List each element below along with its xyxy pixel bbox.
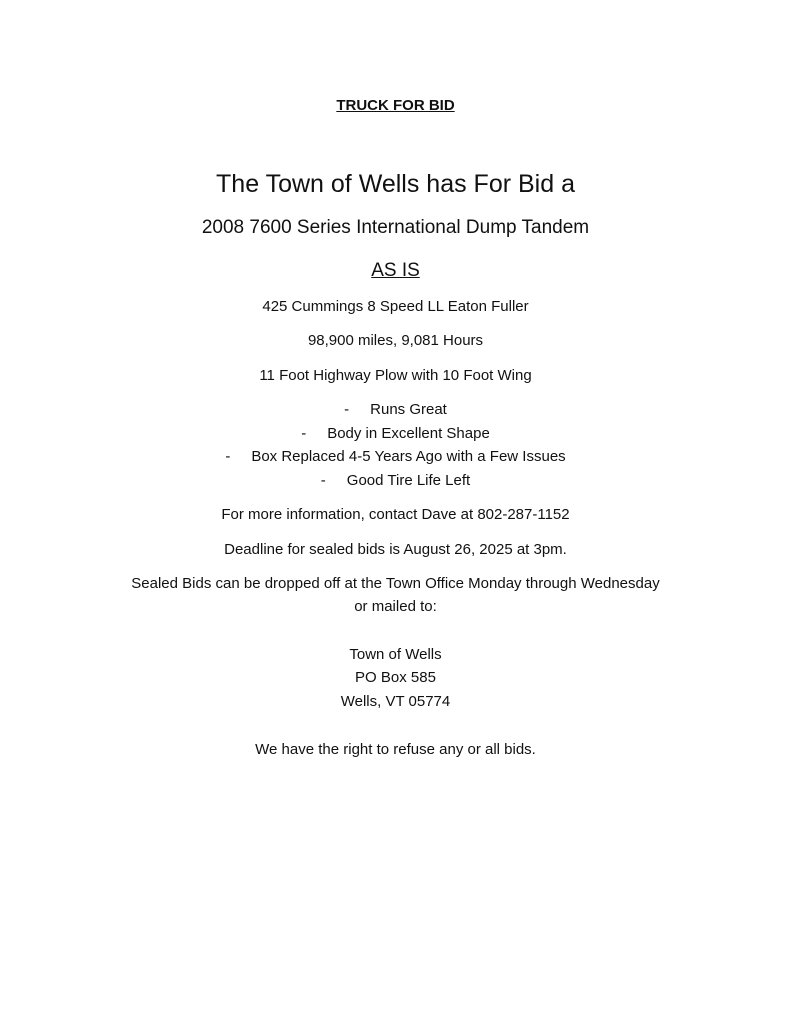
bid-deadline: Deadline for sealed bids is August 26, 2025 at 3pm. bbox=[224, 541, 567, 558]
address-city: Wells, VT 05774 bbox=[340, 693, 451, 710]
bullet-dash: - bbox=[301, 425, 307, 442]
spec-mileage: 98,900 miles, 9,081 Hours bbox=[307, 332, 484, 349]
mail-instructions: or mailed to: bbox=[354, 598, 437, 615]
spec-engine: 425 Cummings 8 Speed LL Eaton Fuller bbox=[262, 298, 529, 315]
feature-text: Good Tire Life Left bbox=[346, 472, 471, 489]
bullet-dash: - bbox=[344, 401, 350, 418]
feature-item bbox=[0, 426, 791, 441]
bullet-dash: - bbox=[225, 448, 231, 465]
feature-text: Runs Great bbox=[370, 401, 447, 418]
feature-item bbox=[0, 449, 791, 464]
feature-text: Box Replaced 4-5 Years Ago with a Few Issues bbox=[251, 448, 566, 465]
bullet-dash: - bbox=[320, 472, 326, 489]
notice-heading: TRUCK FOR BID bbox=[336, 97, 455, 114]
vehicle-description: 2008 7600 Series International Dump Tandem bbox=[201, 217, 590, 238]
notice-title: The Town of Wells has For Bid a bbox=[216, 170, 575, 198]
address-name: Town of Wells bbox=[349, 646, 442, 663]
spec-plow: 11 Foot Highway Plow with 10 Foot Wing bbox=[259, 367, 532, 384]
condition-label: AS IS bbox=[371, 260, 420, 281]
feature-text: Body in Excellent Shape bbox=[327, 425, 490, 442]
contact-info: For more information, contact Dave at 802-287-1152 bbox=[221, 506, 570, 523]
dropoff-instructions: Sealed Bids can be dropped off at the Town Office Monday through Wednesday bbox=[131, 575, 660, 592]
feature-item bbox=[0, 402, 791, 417]
feature-item bbox=[0, 473, 791, 488]
disclaimer: We have the right to refuse any or all bids. bbox=[255, 741, 536, 758]
address-po-box: PO Box 585 bbox=[355, 669, 436, 686]
